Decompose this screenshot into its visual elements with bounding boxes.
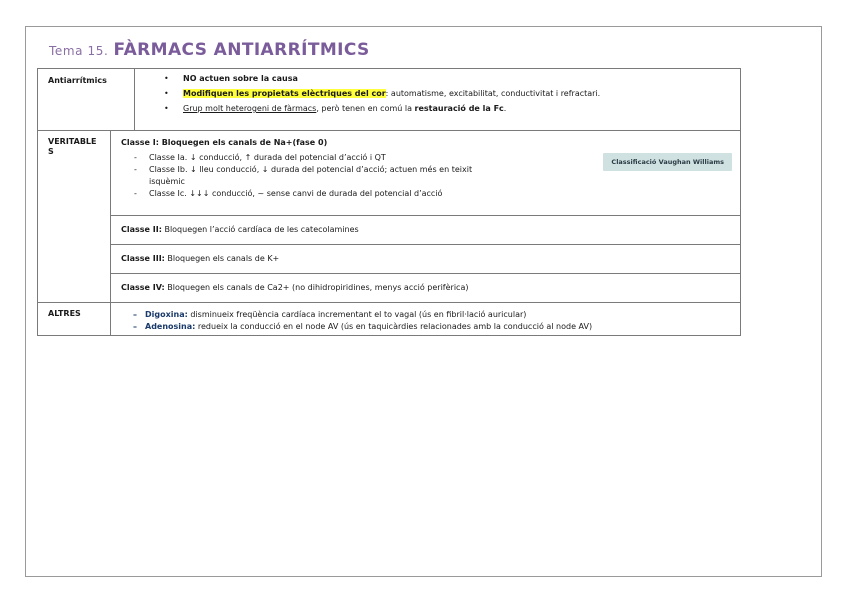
- label-antiarritmics: Antiarrítmics: [38, 69, 135, 131]
- bullet-text: NO actuen sobre la causa: [183, 74, 298, 83]
- title-prefix: Tema 15.: [49, 44, 109, 58]
- drug-text: disminueix freqüència cardíaca incrementant el to vagal (ús en fibril·lació auricular): [187, 310, 527, 319]
- row-altres: [38, 303, 741, 336]
- class-4-text: Bloquegen els canals de Ca2+ (no dihidropiridines, menys acció perifèrica): [164, 283, 469, 292]
- class-2-name: Classe II:: [121, 225, 162, 234]
- row-antiarritmics: [38, 69, 741, 131]
- list-item: [135, 86, 740, 101]
- label-altres: ALTRES: [38, 303, 111, 336]
- list-item: [111, 321, 740, 333]
- bullet-text: : automatisme, excitabilitat, conductivitat i refractari.: [385, 89, 601, 98]
- row-class-4: [38, 274, 741, 303]
- class-2-text: Bloquegen l’acció cardíaca de les catecolamines: [161, 225, 359, 234]
- list-item: - Classe Ib. ↓ lleu conducció, ↓ durada del potencial d’acció; actuen més en teixit isquèmic: [111, 164, 479, 188]
- cell-class-2: [111, 216, 741, 245]
- bullet-text: .: [503, 104, 507, 113]
- list-item: [135, 71, 740, 86]
- list-item: [111, 309, 740, 321]
- class-1-heading: Classe I: Bloquegen els canals de Na+(fase 0): [121, 138, 328, 147]
- row-class-2: [38, 216, 741, 245]
- cell-class-4: [111, 274, 741, 303]
- classification-badge: Classificació Vaughan Williams: [603, 153, 732, 171]
- class-3-name: Classe III:: [121, 254, 165, 263]
- cell-class-1: [111, 131, 741, 216]
- drug-text: redueix la conducció en el node AV (ús en taquicàrdies relacionades amb la conducció al node AV): [195, 322, 593, 331]
- drug-name: Digoxina:: [145, 310, 188, 319]
- row-class-3: [38, 245, 741, 274]
- highlighted-text: Modifiquen les propietats elèctriques del cor: [183, 89, 386, 98]
- antiarritmics-list: [135, 71, 740, 116]
- bullet-text: , però tenen en comú la: [316, 104, 415, 113]
- list-item: - Classe Ic. ↓↓↓ conducció, ~ sense canvi de durada del potencial d’acció: [111, 188, 479, 200]
- class-3-text: Bloquegen els canals de K+: [164, 254, 280, 263]
- page-title: [49, 40, 370, 60]
- underlined-text: Grup molt heterogeni de fàrmacs: [183, 104, 317, 113]
- drug-name: Adenosina:: [145, 322, 196, 331]
- cell-altres: [111, 303, 741, 336]
- title-main: FÀRMACS ANTIARRÍTMICS: [113, 40, 370, 60]
- class-4-name: Classe IV:: [121, 283, 165, 292]
- cell-class-3: [111, 245, 741, 274]
- altres-list: [111, 309, 740, 333]
- row-class-1: [38, 131, 741, 216]
- list-item: - Classe Ia. ↓ conducció, ↑ durada del potencial d’acció i QT: [111, 152, 479, 164]
- cell-antiarritmics: [135, 69, 741, 131]
- summary-table: [37, 68, 741, 336]
- bold-text: restauració de la Fc: [414, 104, 504, 113]
- label-veritables: VERITABLE S: [38, 131, 111, 303]
- list-item: [135, 101, 740, 116]
